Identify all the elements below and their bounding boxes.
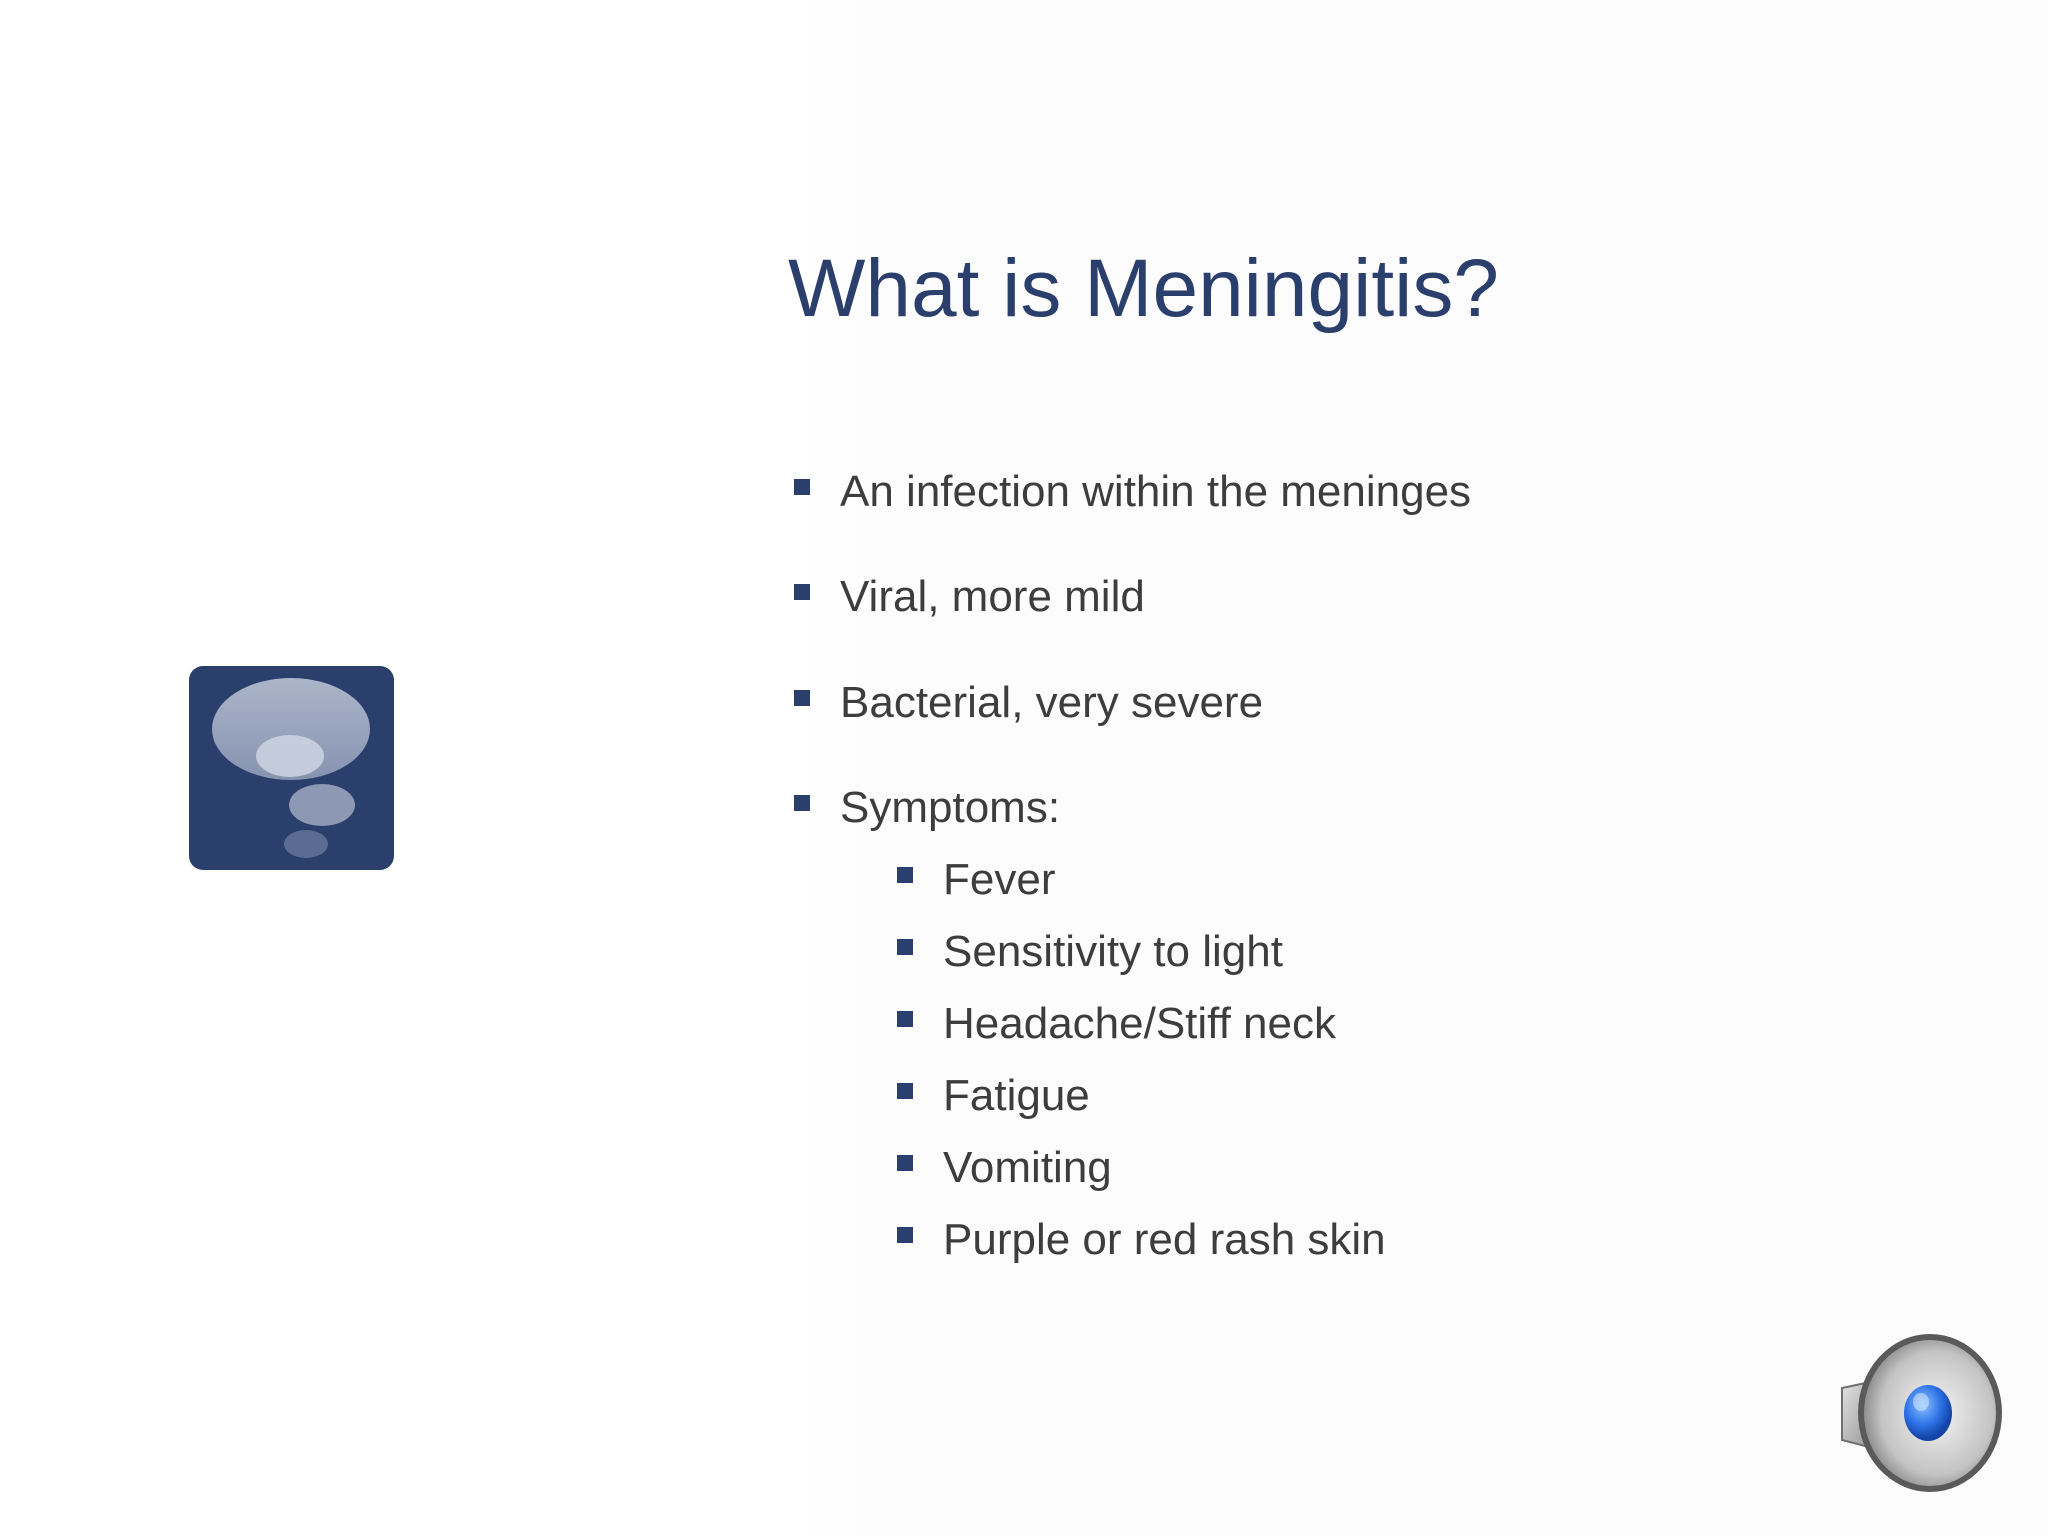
bullet-marker (897, 867, 913, 883)
bullet-marker (897, 1155, 913, 1171)
bullet-text: Fever (943, 855, 1056, 904)
bullet-text: Viral, more mild (840, 572, 1145, 621)
bullet-marker (794, 584, 810, 600)
bullet-text: Bacterial, very severe (840, 678, 1264, 727)
bullet-text: Purple or red rash skin (943, 1215, 1386, 1264)
bullet-marker (897, 1083, 913, 1099)
bullet-text: Fatigue (943, 1071, 1090, 1120)
bullet-text: Symptoms: (840, 783, 1061, 832)
bullet-marker (794, 690, 810, 706)
bullet-text: Headache/Stiff neck (943, 999, 1336, 1048)
content-panel (790, 0, 2048, 1536)
thought-bubble-icon (189, 666, 394, 870)
bullet-marker (897, 1011, 913, 1027)
speaker-icon[interactable] (1832, 1318, 2012, 1494)
bullet-marker (794, 479, 810, 495)
bullet-text: Vomiting (943, 1143, 1112, 1192)
bullet-marker (794, 795, 810, 811)
bullet-marker (897, 939, 913, 955)
bullet-marker (897, 1227, 913, 1243)
bullet-text: Sensitivity to light (943, 927, 1283, 976)
bullet-text: An infection within the meninges (840, 467, 1472, 516)
slide-title: What is Meningitis? (788, 243, 1499, 334)
